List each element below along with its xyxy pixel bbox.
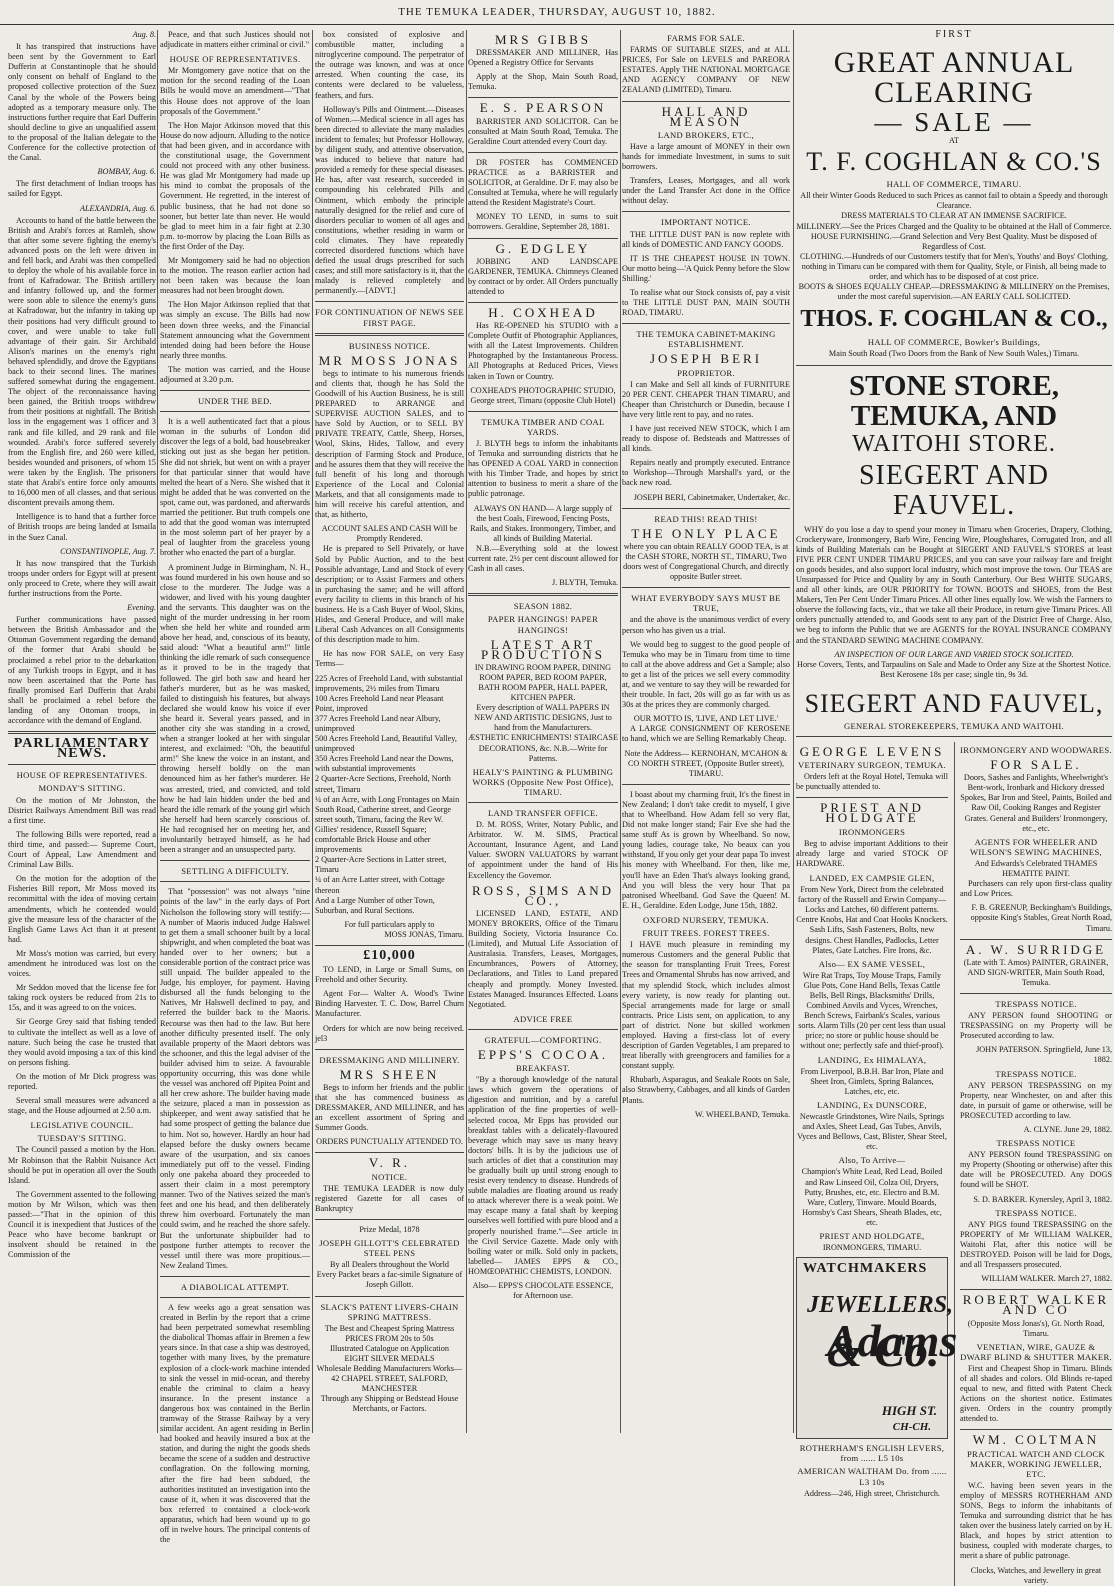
centered-text: Wire Rat Traps, Toy Mouse Traps, Family Glue Pots, Cone Hand Bells, Texas Cattle Bells, Bell Rings, Blacksmiths' Drills, Combined Anvils and Vyces, Wrenches, Bench Screws, Fairbank's Scales, various sorts. Alarm Tills (20 per cent less than usual price; no store or public house should be without one; perfectly safe and thief-proof). [798, 970, 946, 1051]
subheading: UNDER THE BED. [198, 396, 272, 407]
advertisement-heading: MRS GIBBS [495, 32, 591, 47]
divider [468, 302, 618, 303]
coghlan-address: Main South Road (Two Doors from the Bank of New South Wales,) Timaru. [828, 349, 1080, 359]
subheading: AMERICAN WALTHAM Do. from ...... L3 10s [797, 1466, 947, 1487]
horse-covers-line: Horse Covers, Tents, and Tarpaulins on Sale and Made to Order any Size at the Shortest Notice. [797, 659, 1111, 669]
paragraph: J. BLYTH begs to inform the inhabitants of Temuka and surrounding districts that he has OPENED A COAL YARD in connection with his Timber Trade, and hopes by strict attention to business to merit a share of the public patronage. [468, 439, 618, 499]
centered-text: ALWAYS ON HAND— A large supply of the best Coals, Firewood, Fencing Posts, Rails, and Stakes. Ironmongery, Timber, and all kinds of Building Material. [470, 503, 616, 543]
advertisement-heading: WM. COLTMAN [972, 1432, 1100, 1448]
coghlan-line: CLOTHING.—Hundreds of our Customers testify that for Men's, Youths' and Boys' Clothing, nothing in Timaru can be compared with them for Quality, Style, or Finish, all being made to order, and which has to be disposed of at cost price. [799, 251, 1109, 282]
centered-text: Through any Shipping or Bedstead House Merchants, or Factors. [320, 1394, 459, 1414]
coghlan-lines [796, 211, 1112, 302]
divider [960, 993, 1112, 994]
column-rule [466, 30, 467, 1433]
signature: S. D. BARKER. Kynersley, April 3, 1882. [973, 1194, 1112, 1204]
centered-text: where you can obtain REALLY GOOD TEA, is at the CASH STORE, NORTH ST., TIMARU, Two doors west of Congregational Church, and directly opposite Butler street. [623, 541, 789, 582]
paragraph: Has RE-OPENED his STUDIO with a Complete Outfit of Photographic Appliances, with all the Latest Improvements. Children Photographed by the Instantaneous Process. All Photographs at Reduced Prices, Views taken in Town or Country. [468, 321, 618, 381]
kerosene-line: Best Kerosene 18s per case; single tin, 9s 3d. [880, 669, 1028, 679]
centered-text: PRICES FROM 20s to 50s [345, 1333, 434, 1343]
centered-text: (Opposite Moss Jonas's), Gt. North Road, Timaru. [967, 1318, 1105, 1338]
divider [468, 238, 618, 239]
section-heading: PARLIAMENTARY NEWS. [13, 736, 151, 762]
divider [960, 939, 1112, 940]
paragraph: box consisted of explosive and combustible matter, including a nitroglycerine compound. The perpetrator of the outrage was known, and was at once arrested. When counting the case, its contents were declared to be valueless, feathers, and furs. [315, 30, 464, 100]
centered-text: Newcastle Grindstones, Wire Nails, Springs and Axles, Sheet Lead, Gas Tubes, Anvils, Vyces and Bellows, Cast, Blister, Shear Steel, etc. [797, 1112, 947, 1152]
centered-text: ORDERS PUNCTUALLY ATTENDED TO. [316, 1137, 463, 1147]
centered-text: From Liverpool, B.B.H. Bar Iron, Plate and Sheet Iron, Gimlets, Spring Balances, Latches, etc, etc. [800, 1066, 944, 1096]
divider [315, 301, 464, 302]
list-item: 225 Acres of Freehold Land, with substantial improvements, 2½ miles from Timaru [315, 673, 463, 693]
paragraph: Mr Montgomery gave notice that on the motion for the second reading of the Loan Bills he would move an amendment—"That this House does not approve of the loan proposals of the Government." [160, 66, 310, 116]
sale-text: All their Winter Goods Reduced to such Prices as cannot fail to obtain a Speedy and thorough Clearance. [800, 191, 1108, 211]
column-rule [793, 30, 794, 1433]
paragraph: Mr Seddon moved that the license fee for taking rock oysters be reduced from 21s to 15s, and it was agreed to on the voices. [8, 983, 156, 1013]
subheading: TEMUKA TIMBER AND COAL YARDS. [481, 416, 605, 437]
logo-text-name: Adams & Co. [827, 1315, 958, 1377]
divider [622, 211, 790, 212]
paragraph: It has transpired that instructions have been sent by the Government to Earl Dufferin at Constantinople that he should only consent on behalf of England to the proposed collective protection of the Suez Canal by the whole of the Powers being adopted as a temporary measure only. The instructions further require that Earl Dufferin should decline to give an unqualified assent to the proposal of the Italian delegate to the Conference for the collective protection of the Canal. [8, 42, 156, 163]
list-item: 2 Quarter-Acre Sections in Latter street, Timaru [315, 855, 447, 875]
divider [622, 323, 790, 324]
siegert-fauvel-heading: SIEGERT AND FAUVEL. [858, 459, 1050, 521]
paragraph: JOBBING AND LANDSCAPE GARDENER, TEMUKA. Chimneys Cleaned by contract or by order. All Orders punctually attended to [468, 256, 618, 296]
divider [622, 508, 790, 509]
advertisement-heading: MRS SHEEN [339, 1066, 440, 1082]
coghlan-line: HOUSE FURNISHING.—Grand Selection and Very Best Quality. Must be disposed of Regardless of Cost. [810, 231, 1098, 251]
divider [468, 1029, 618, 1030]
double-divider [315, 333, 464, 336]
paragraph: Several small measures were advanced a stage, and the House adjourned at 2.50 a.m. [8, 1096, 156, 1116]
signature: A. CLYNE. June 29, 1882. [1023, 1125, 1112, 1134]
advertisement-heading: H. COXHEAD [488, 304, 598, 320]
paragraph: The Hon Major Atkinson replied that that was simply an excuse. The Bills had now been down three weeks, and the Financial Statement announcing what the Government intended doing had been before the House nearly three months. [160, 300, 310, 360]
paragraph: ANY PERSON found TRESPASSING on my Property (Shooting or otherwise) after this date will be PROSECUTED. Any DOGS found will be SHOT. [960, 1150, 1112, 1190]
advertisement-heading: HALL AND MEASON [661, 103, 751, 129]
paragraph: THE TEMUKA LEADER is now duly registered Gazette for all cases of Bankruptcy [315, 1183, 464, 1213]
section-heading: £10,000 [363, 947, 416, 963]
divider [468, 802, 618, 803]
paragraph: D. M. ROSS, Writer, Notary Public, and Arbitrator. W. M. SIMS, Practical Accountant, Insurance Agent, and Land Valuer. SWORN VALUATORS by warrant of appointment under the hand of His Excellency the Governor. [468, 820, 618, 880]
divider [315, 1219, 464, 1220]
subheading: IRONMONGERS [838, 826, 906, 837]
subheading: JOSEPH GILLOTT'S CELEBRATED STEEL PENS [319, 1238, 460, 1259]
paragraph: begs to intimate to his numerous friends and clients that, though he has Sold the Goodwill of his Auction Business, he is still PREPARED to ARRANGE and SUPERVISE AUCTION SALES, and to have Sold by Auction, or to SELL BY PRIVATE TREATY, Cattle, Sheep, Horses, Wool, Skins, Hides, Tallow, and every description of Farming Stock and Produce, and he assures them that they will receive the full benefit of his long and thorough Experience of the Local and Colonial Markets, and that all consignments made to him will receive his careful attention, and that, as hitherto, [315, 368, 464, 520]
advertisement-heading: G. EDGLEY [495, 240, 591, 256]
divider [796, 365, 1112, 366]
subheading: HOUSE OF REPRESENTATIVES. [16, 770, 148, 781]
paragraph: Accounts to hand of the battle between the British and Arabi's forces at Ramleh, show that after some severe fighting the enemy's advanced posts on the left were driven in and fell back, and Arabi was then compelled to deploy the whole of his available force in front of Kafradowar. The British artillery and infantry followed up, and the former were soon able to silence the enemy's guns at Kafradowar, but the infantry in taking up their positions had very difficult ground to cover, and were unable to take full advantage of their gain. Sir Archibald Alison's marines on the enemy's right behaved splendidly, and drove the Egyptians back to their second lines. The marines suffered somewhat during the engagement. The object of the reconnaissance having been gained, the British troops withdrew from their positions at nightfall. The British loss in the engagement was 1 officer and 3 rank and file killed, and 29 rank and file wounded. Arabi's force suffered severely from the English fire, and 260 were killed, besides wounded and prisoners, of whom 15 were taken by the English. The prisoners state that Arabi's entire force only amounts to 16,000 men of all classes, and that serious discontent prevails among them. [8, 215, 156, 508]
list-item: ¼ of an Acre, with Long Frontages on Main South Road, Catherine street, and George street south, Timaru, facing the Rev W. Gillies' residence, Russell Square; comfortable Brick House and other improvements [315, 794, 460, 855]
signature: F. B. GREENUP, Beckingham's Buildings, opposite King's Stables, Great North Road, Timaru. [970, 903, 1112, 933]
sale-heading: — SALE — [874, 107, 1034, 138]
logo-text-watchmakers: WATCHMAKERS [803, 1261, 928, 1277]
divider [622, 587, 790, 588]
centered-text: Address—246, High street, Christchurch. [804, 1488, 940, 1498]
subheading: NOTICE. [371, 1171, 408, 1182]
coghlan-heading: T. F. COGHLAN & CO.'S [806, 147, 1102, 177]
paragraph: He has now FOR SALE, on very Easy Terms— [315, 649, 464, 669]
subheading: LAND BROKERS, ETC., [657, 129, 755, 140]
divider [160, 390, 310, 391]
hall-of-commerce: HALL OF COMMERCE, TIMARU. [886, 179, 1022, 190]
centered-text: For full particulars apply to [344, 919, 435, 929]
subheading: BREAKFAST. [515, 1063, 570, 1074]
paragraph: Beg to advise important Additions to their already large and varied STOCK OF HARDWARE. [796, 838, 948, 868]
jewellers-logo [796, 1257, 958, 1439]
paragraph: A LARGE CONSIGNMENT OF KEROSENE to hand, which we are Selling Remarkably Cheap. [622, 724, 790, 744]
centered-text: IN DRAWING ROOM PAPER, DINING ROOM PAPER, BED ROOM PAPER, BATH ROOM PAPER, HALL PAPER, KITCHEN PAPER. [474, 662, 612, 703]
centered-text: OUR MOTTO IS, 'LIVE, AND LET LIVE.' [633, 714, 779, 724]
advertisement-heading: A. W. SURRIDGE [965, 941, 1107, 957]
subheading: LANDING, Ex DUNSCORE, [817, 1099, 927, 1110]
paragraph: LICENSED LAND, ESTATE, AND MONEY BROKERS, Office of the Timaru Building Society, Victoria Insurance Co. (Limited), and Mutual Life Association of Australasia. Transfers, Leases, Mortgages, Encumbrances, Powers of Attorney, Declarations, and Titles to Land prepared cheaply and promptly. Money Invested. Estates Managed. Insurances Effected. Loans Negotiated. [468, 908, 618, 1009]
paragraph: Rhubarb, Asparagus, and Seakale Roots on Sale, also Strawberry, Cabbages, and all kinds of Garden Plants. [622, 1075, 790, 1105]
column-2 [160, 30, 310, 1545]
column-5 [622, 30, 790, 1433]
paragraph: The Council passed a motion by the Hon. Mr Robinson that the Rabbit Nuisance Act should be put in operation all over the South Island. [8, 1145, 156, 1185]
divider [160, 1297, 310, 1298]
paragraph: Intelligence is to hand that a further force of British troops are being landed at Ismaila in the Suez Canal. [8, 512, 156, 542]
paragraph: FARMS OF SUITABLE SIZES, and at ALL PRICES, For Sale on LEVELS and PAREORA ESTATES. Apply THE NATIONAL MORTGAGE AND AGENCY COMPANY OF NEW ZEALAND (LIMITED), Timaru. [622, 45, 790, 95]
paragraph: I can Make and Sell all kinds of FURNITURE 20 PER CENT. CHEAPER THAN TIMARU, and Cheaper than Christchurch or Dunedin, because I have very little rent to pay, and no rates. [622, 379, 790, 419]
advertisement-heading: MR MOSS JONAS [318, 352, 461, 368]
paragraph: Purchasers can rely upon first-class quality and Low Prices. [960, 879, 1112, 899]
coghlan-line: DRESS MATERIALS TO CLEAR AT AN IMMENSE SACRIFICE. [841, 211, 1067, 221]
subheading: FARMS FOR SALE. [667, 33, 745, 43]
column-6-advertisements [796, 29, 1112, 1585]
paragraph: The following Bills were reported, read a third time, and passed:— Supreme Court, Court of Appeal, Law Amendment and Criminal Law Bills. [8, 829, 156, 870]
subheading: A DIABOLICAL ATTEMPT. [180, 1281, 290, 1292]
waitohi-store-heading: WAITOHI STORE. [852, 430, 1056, 457]
paragraph: It is a well authenticated fact that a pious woman in the suburbs of London did discover the legs of a bold, bad housebreaker sticking out just as she began her petition. She did not shriek, but went on with a prayer for that particular sinner that would have melted the heart of a Nero. She wished that it might be added that he was converted on the spot, came out, was pardoned, and afterwards married the petitioner. But truth compels one to add that the good woman was interrupted in the most solemn part of her prayer by a peal of laughter from the graceless young brother who enacted the part of a burglar. [160, 417, 310, 558]
paragraph: He is prepared to Sell Privately, or have Sold by Public Auction, and to the best Possible advantage, Land and Stock of every description; or to Assist Farmers and others in purchasing the same; and he will afford every facility to clients in this branch of his business. He is a Cash Buyer of Wool, Skins, Hides, and General Produce, and will make Liberal Cash Advances on all Consignments of this description made to him. [315, 544, 464, 645]
ad-subcolumns [796, 742, 1112, 1586]
subheading: LEGISLATIVE COUNCIL. [30, 1120, 134, 1131]
centered-text: (Late with T. Amos) PAINTER, GRAINER, AND SIGN-WRITER, Main South Road, Temuka. [963, 957, 1109, 987]
paragraph: Peace, and that such Justices should not adjudicate in matters either criminal or civil." [160, 30, 310, 50]
subheading: SEASON 1882. [513, 601, 573, 612]
subheading: TUESDAY'S SITTING. [37, 1133, 127, 1144]
paragraph: Agent For— Walter A. Wood's Twine Binding Harvester. T. C. Dow, Barrel Churn Manufacturer. [315, 989, 464, 1019]
centered-text: COXHEAD'S PHOTOGRAPHIC STUDIO, George street, Timaru (opposite Club Hotel) [470, 385, 616, 405]
paragraph: The Government assented to the following motion by Mr Wilson, which was then passed:—"That in the opinion of this Council it is inexpedient that Justices of the Peace who have become bankrupt or insolvent should be retained in the Commission of the [8, 1189, 156, 1260]
dateline: Aug. 8. [132, 30, 156, 39]
centered-text: Clocks, Watches, and Jewellery in great variety. [970, 1565, 1102, 1585]
centered-text: Doors, Sashes and Fanlights, Wheelwright's Bent-work, Ironbark and Hickory dressed Spokes, Bar Iron and Steel, Paints, Boiled and Raw Oil, Cooking Ranges and Register Grates. General and Builders' Ironmongery, etc., etc. [960, 773, 1112, 833]
subheading: LAND TRANSFER OFFICE. [488, 808, 598, 818]
paragraph: N.B.—Everything sold at the lowest current rate. 2½ per cent discount allowed for Cash in all cases. [468, 543, 618, 574]
paragraph: That "possession" was not always "nine points of the law" in the early days of Port Nicholson the following story will testify:—A number of Maoris induced Judge Halswel to get them a small schooner built by a local shipwright, and when completed the boat was handed over to her owners; but a considerable portion of the contract price was still unpaid. The builder appealed to the Judge, his employer, for payment. Having disbursed all the funds belonging to the Natives, Mr Halswell declined to pay, and referred the builder back to the Maoris. Recourse was then had to the law. But here another difficulty presented itself. The only available property of the Maori debtors was the schooner, and this the legal adviser of the builder advised him to seize. A favourable opportunity occurring, this was done while the vessel was anchored off Pipitea Point and all her crew ashore. The builder having made the seizure, placed a man in possession as shipkeeper, and went away satisfied that he had some prospect of getting the balance due to him. Not so, however. Hardly an hour had elapsed before the dusky owners became aware of the usurpation, and six canoes immediately put off to the vessel. Finding only one pakeha aboard they proceeded to assert their claim in a most peremptory manner. Two of the Natives seized the man's feet and one his head, and then deliberately threw him overboard. Fortunately the man could swim, and he reached the shore safely. But the unfortunate shipbuilder had to postpone further attempts to recover the vessel until there was more propitious.—New Zealand Times. [160, 887, 310, 1270]
divider [160, 411, 310, 412]
subheading: SLACK'S PATENT LIVERS-CHAIN SPRING MATTRESS. [320, 1301, 459, 1322]
list-item: 2 Quarter-Acre Sections, Freehold, North street, Timaru [315, 774, 451, 794]
thos-coghlan-heading: THOS. F. COGHLAN & CO., [800, 306, 1108, 333]
subheading: PRIEST AND HOLDGATE, [819, 1231, 925, 1242]
dateline: CONSTANTINOPLE, Aug. 7. [60, 546, 156, 556]
paragraph: A prominent Judge in Birmingham, N. H., was found murdered in his own house and so close to the murderer. The Judge was a widower, and lived with his young daughter and the servants. This daughter was on the night of the murder undressing in her room when she held her white and rounded arm above her head, and, conscious of its beauty, said aloud: "What a beautiful arm!" little thinking the idle remark of such consequence as it proved to be in the tragedy that followed. The girl both saw and heard her father's murderer, but as he was masked, failed to distinguish his features, but always declared she would know his voice if ever she heard it. Several years passed, and in another city she was standing in a crowd, when a stranger looked at her with singular interest, and exclaimed: "Oh, the beautiful arm!" She knew the voice in an instant, and throwing herself boldly on the man denounced him as her father's murderer. He was arrested, tried, and convicted, and told how he had lain hidden under the bed and heard the idle remark of the young girl which she herself had been scarcely conscious of. He had recognised her on meeting her, and involuntarily betrayed himself, as he had been a stranger and an unsuspected party. [160, 562, 310, 855]
centered-text: Wholesale Bedding Manufacturers Works— 42 CHAPEL STREET, SALFORD, MANCHESTER [316, 1364, 463, 1394]
subheading: MONDAY'S SITTING. [38, 783, 126, 794]
paragraph: DRESSMAKER AND MILLINER, Has Opened a Registry Office for Servants [468, 48, 618, 68]
paragraph: Repairs neatly and promptly executed. Entrance to Workshop—Through Marshall's yard, or the back new road. [622, 458, 790, 488]
paragraph: THE LITTLE DUST PAN is now replete with all kinds of DOMESTIC AND FANCY GOODS. [622, 229, 790, 249]
centered-text: IRONMONGERS, TIMARU. [822, 1243, 922, 1253]
centered-text: ÆSTHETIC ENRICHMENTS! STAIRCASE DECORATIONS, &c. N.B.—Write for Patterns. [468, 733, 618, 763]
signature: WILLIAM WALKER. March 27, 1882. [981, 1274, 1112, 1284]
subheading: OXFORD NURSERY, TEMUKA. [643, 914, 769, 925]
centered-text: From New York, Direct from the celebrated factory of the Russell and Erwin Company— Locks and Latches, 60 different patterns. Centre Knobs, Hat and Coat Hooks Knockers. Sash Lifts, Sash Fasteners, Bolts, new designs. Chest Handles, Padlocks, Letter Plates, Gate Latches. Fire Irons, &c. [796, 885, 948, 955]
divider [315, 945, 464, 946]
paragraph: and the above is the unanimous verdict of every person who has given us a trial. [622, 615, 790, 635]
centered-text: Every description of WALL PAPERS IN NEW AND ARTISTIC DESIGNS, Just to hand from the Manufacturers. [474, 703, 612, 733]
centered-text: Prize Medal, 1878 [359, 1224, 420, 1234]
divider [8, 764, 156, 765]
paragraph: MONEY TO LEND, in sums to suit borrowers. Geraldine, September 28, 1881. [468, 212, 618, 232]
divider [622, 784, 790, 785]
column-rule [620, 30, 621, 1433]
at-label: AT [948, 136, 959, 146]
subheading: LANDING, Ex HIMALAYA, [817, 1054, 927, 1065]
subheading: FOR CONTINUATION OF NEWS SEE FIRST PAGE. [315, 307, 464, 328]
divider [796, 797, 948, 798]
subheading: AGENTS FOR WHEELER AND WILSON'S SEWING MACHINES, [970, 836, 1102, 857]
paragraph: Begs to inform her friends and the public that she has commenced business as DRESSMAKER, AND MILLINER, and has an excellent assortment of Spring and Summer Goods. [315, 1082, 464, 1133]
subheading: TRESPASS NOTICE. [995, 1207, 1077, 1218]
centered-text: Note the Address— KERNOHAN, M'CAHON & CO NORTH STREET, (Opposite Butler street), TIMARU. [624, 748, 788, 778]
advertisement-heading: ROBERT WALKER AND CO [962, 1292, 1110, 1318]
paragraph: We would beg to suggest to the good people of Temuka who may be in Timaru from time to time to call at the above address and Get a Sample; also to get a list of the prices we sell every commodity at, and we venture to say they will be rewarded for their trouble. In fact, 20s will go as far with us as 30s at the prices they are commonly charged. [622, 639, 790, 710]
paragraph: Have a large amount of MONEY in their own hands for immediate Investment, in sums to suit borrowers. [622, 141, 790, 172]
paragraph: I HAVE much pleasure in reminding my numerous Customers and the general Public that the season for transplanting Fruit Trees, Forest Trees and Ornamental Shrubs has now arrived, and that my splendid Stock, which includes almost every variety, is now ready for planting out. Special arrangements made for large or small contracts. Price Lists sent, on application, to any part of district. None but skilled workmen employed. Having a first-class lot of every description of Garden Vegetables, I am prepared to treat liberally with greengrocers and families for a constant supply. [622, 940, 790, 1071]
paragraph: On the motion of Mr Dick progress was reported. [8, 1071, 156, 1091]
divider [468, 411, 618, 412]
paragraph: BARRISTER AND SOLICITOR. Can be consulted at Main South Road, Temuka. The Geraldine Court attended every Court day. [468, 116, 618, 146]
paragraph: W.C. having been seven years in the employ of MESSRS ROTHERHAM AND SONS, Begs to inform the inhabitants of Temuka and surrounding district that he has taken over the business lately carried on by H. Black, and hopes by strict attention to business, coupled with moderate charges, to merit a share of public patronage. [960, 1480, 1112, 1561]
paragraph: Apply at the Shop, Main South Road, Temuka. [468, 72, 618, 92]
advertisement-heading: GEORGE LEVENS [799, 744, 945, 759]
ad-subcolumn-left [796, 742, 958, 1586]
signature: JOSEPH BERI, Cabinetmaker, Undertaker, &c. [633, 492, 790, 502]
paragraph: First and Cheapest Shop in Timaru. Blinds of all shades and colors. Old Blinds re-taped equal to new, and fitted with Patent Check Actions on the shortest notice. Estimates given. Orders in the country promptly attended to. [960, 1363, 1112, 1424]
divider [160, 881, 310, 882]
subheading: HEALY'S PAINTING & PLUMBING WORKS (Opposite New Post Office), TIMARU. [472, 766, 614, 797]
paragraph: ANY PERSON TRESPASSING on my Property, near Winchester, on and after this date, in pursuit of game or otherwise, will be PROSECUTED according to law. [960, 1080, 1112, 1120]
subheading: PRACTICAL WATCH AND CLOCK MAKER, WORKING JEWELLER, ETC. [966, 1448, 1106, 1479]
divider [468, 152, 618, 153]
divider [960, 1289, 1112, 1290]
subheading: BUSINESS NOTICE. [348, 340, 431, 351]
subheading: ROTHERHAM'S ENGLISH LEVERS, from ...... L5 10s [799, 1443, 945, 1464]
list-item: 100 Acres Freehold Land near Pleasant Point, improved [315, 693, 444, 713]
general-storekeepers: GENERAL STOREKEEPERS, TEMUKA AND WAITOHI. [844, 720, 1064, 731]
paragraph: On the motion for the adoption of the Fisheries Bill report, Mr Moss moved its recommittal with the idea of moving certain amendments, which he contended would give the measure less of the character of the English Game Laws Act than it at present had. [8, 874, 156, 944]
signature: W. WHEELBAND, Temuka. [694, 1109, 790, 1119]
subheading: WHAT EVERYBODY SAYS MUST BE TRUE, [631, 593, 781, 614]
dateline: BOMBAY, Aug. 6. [97, 167, 156, 177]
list-item: And a Large Number of other Town, Suburban, and Rural Sections. [315, 895, 435, 915]
dateline: Evening. [127, 603, 156, 613]
advertisement-heading: E. S. PEARSON [479, 100, 607, 116]
paragraph: Orders left at the Royal Hotel, Temuka will be punctually attended to. [796, 772, 948, 792]
centered-text: By all Dealers throughout the World [329, 1260, 450, 1270]
paragraph: I have just received NEW STOCK, which I am ready to dispose of. Bedsteads and Mattresses of all kinds. [622, 424, 790, 454]
paragraph: ANY PERSON found SHOOTING or TRESPASSING on my Property will be Prosecuted according to law. [960, 1011, 1112, 1041]
subheading: LANDED, EX CAMPSIE GLEN, [809, 872, 935, 883]
paragraph: It has now transpired that the Turkish troops under orders for Egypt will at present only proceed to Crete, where they will await further instructions from the Porte. [8, 558, 156, 598]
list-item: ¼ of an Acre Latter street, with Cottage thereon [315, 875, 445, 895]
list-item: 350 Acres Freehold Land near the Downs, with substantial improvements [315, 754, 454, 774]
advertisement-heading: THE ONLY PLACE [631, 525, 781, 541]
subheading: IMPORTANT NOTICE. [661, 217, 751, 228]
logo-text-ch: CH-CH. [892, 1421, 931, 1434]
paragraph: Transfers, Leases, Mortgages, and all work under the Land Transfer Act done in the Office without delay. [622, 176, 790, 206]
paragraph: Orders for which are now being received. jel3 [315, 1023, 464, 1043]
paragraph: Sir George Grey said that fishing tended to cultivate the intellect as well as a love of nature. Such being the case he trusted that they would avoid imposing a tax of this kind on persons fishing. [8, 1017, 156, 1067]
column-rule [157, 30, 158, 1433]
inspection-line: AN INSPECTION OF OUR LARGE AND VARIED STOCK SOLICITED. [834, 649, 1074, 659]
subheading: HOUSE OF REPRESENTATIVES. [169, 54, 301, 65]
hall-of-commerce-2: HALL OF COMMERCE, Bowker's Buildings, [867, 337, 1041, 348]
divider [315, 1152, 464, 1153]
paragraph: The first detachment of Indian troops has sailed for Egypt. [8, 179, 156, 199]
signature: JOHN PATERSON. Springfield, June 13, 1882. [976, 1045, 1112, 1065]
subheading: DRESSMAKING AND MILLINERY. [319, 1054, 460, 1065]
subheading: TRESPASS NOTICE [996, 1138, 1076, 1149]
paragraph: Further communications have passed between the British Ambassador and the Ottoman Government regarding the demand of the former that Arabi should be proclaimed a rebel prior to the debarkation of any Turkish troops in Egypt, and it has now been ascertained that the Porte has finally promised Earl Dufferin that Arabi shall be proclaimed a rebel before the landing of any Ottoman troops, in accordance with the demand of England. [8, 615, 156, 726]
subheading: FRUIT TREES. FOREST TREES. [642, 928, 770, 939]
column-3 [315, 30, 464, 1433]
centered-text: Also— EPPS'S CHOCOLATE ESSENCE, for Afternoon use. [472, 1281, 614, 1301]
dateline: ALEXANDRIA, Aug. 6. [79, 203, 156, 213]
double-divider [468, 593, 618, 596]
subheading: SETTLING A DIFFICULTY. [181, 866, 289, 877]
advertisement-heading: LATEST ART PRODUCTIONS [480, 636, 605, 662]
paragraph: DR FOSTER has COMMENCED PRACTICE as a BARRISTER and SOLICITOR, at Geraldine. Dr F. may also be Consulted at Temuka, where he will regularly attend the Resident Magistrate's Court. [468, 157, 618, 208]
great-annual-clearing-heading: GREAT ANNUAL CLEARING [833, 46, 1075, 110]
paragraph: The Hon Major Atkinson moved that this House do now adjourn. Alluding to the notice that had been given, and in accordance with the constitutional usage, the Government could not proceed with any other business. He was glad Mr Montgomery had made up his mind to combat the proposals of the Government. He regretted, in the interest of public business, that he had not done so sooner, but better late than never. He would be glad to meet him in a fair fight at 2.30 p.m. to-morrow by placing the Loan Bills as the first Order of the Day. [160, 120, 310, 251]
advertisement-heading: V. R. [368, 1155, 411, 1171]
subheading: PAPER HANGINGS! PAPER HANGINGS! [487, 614, 599, 635]
signature: J. BLYTH, Temuka. [552, 578, 618, 588]
coghlan-line: BOOTS & SHOES EQUALLY CHEAP.—DRESSMAKING & MILLINERY on the Premises, under the most careful supervision.—AN EARLY CALL SOLICITED. [798, 282, 1110, 302]
coghlan-line: MILLINERY.—See the Prices Charged and the Quality to be obtained at the Hall of Commerce. [796, 221, 1112, 231]
column-4 [468, 30, 618, 1433]
ad-subcolumn-right [954, 742, 1112, 1586]
property-list [315, 674, 464, 916]
paragraph: The motion was carried, and the House adjourned at 3.20 p.m. [160, 364, 310, 384]
subheading: VENETIAN, WIRE, GAUZE & DWARF BLIND & SHUTTER MAKER. [960, 1341, 1112, 1362]
centered-text: And Edwards's Celebrated THAMES HEMATITE PAINT. [974, 858, 1098, 879]
list-item: 377 Acres Freehold Land near Albury, unimproved [315, 713, 441, 733]
stone-store-heading: STONE STORE, TEMUKA, AND [848, 369, 1060, 432]
subheading: TRESPASS NOTICE. [995, 1068, 1077, 1079]
paragraph: IT IS THE CHEAPEST HOUSE IN TOWN. Our motto being—'A Quick Penny before the Slow Shilling.' [622, 253, 790, 283]
centered-text: Champion's White Lead, Red Lead, Boiled and Raw Linseed Oil, Colza Oil, Dryers, Putty, Brushes, etc, etc. Electro and B.M. Ware, Cutlery, Tinware. Mould Boards, Hornsby's Cast Shears, Sheath Blades, etc, etc. [801, 1167, 943, 1227]
masthead: THE TEMUKA LEADER, THURSDAY, AUGUST 10, 1882. [0, 0, 1114, 25]
advertisement-heading: FOR SALE. [990, 757, 1082, 773]
paragraph: Holloway's Pills and Ointment.—Diseases of Women.—Medical science in all ages has been directed to alleviate the many maladies incident to females; but Professor Holloway, by diligent study, and attentive observation, was induced to believe that nature had provided a remedy for these special diseases. He has, after vast research, succeeded in compounding his celebrated Pills and Ointment, which embody the principle naturally designed for the relief and cure of disorders peculiar to women of all ages and constitutions, whether residing in warm or cold climates. They have repeatedly corrected disordered functions which have defied the usual drugs prescribed for such cases; and still more satisfactory is it, that the malady is relieved completely and permanently.—[ADVT.] [315, 104, 464, 296]
logo-text-high: HIGH ST. [881, 1403, 937, 1419]
advertisement-heading: PRIEST AND HOLDGATE [820, 800, 924, 826]
subheading: IRONMONGERY AND WOODWARES. [960, 745, 1112, 755]
paragraph: A few weeks ago a great sensation was created in Berlin by the report that a crime had been perpetrated somewhat resembling the diabolical Thomas affair in Bremen a few years since. In that case a ship was destroyed, together with many lives, by the premature explosion of a clock-work machine intended to sink the vessel in mid-ocean, and thereby enable the criminal to claim a heavy insurance. In the present instance a dangerous box was contained in the Berlin tramway of the Strasse Railway by a very similar accident. An agent residing in Berlin had booked and heavily insured a box at the station, and during the night the goods sheds became the scene of a sudden and destructive conflagration. On the following morning, after the fire had been subdued, the authorities instituted an investigation into the cause of it, when it was discovered that the box referred to contained a clock-work apparatus, which had been wound up to go off in twelve hours. The principal contents of the [160, 1302, 310, 1545]
centered-text: Illustrated Catalogue on Application [330, 1343, 449, 1353]
subheading: VETERINARY SURGEON, TEMUKA. [798, 760, 946, 771]
advertisement-heading: EPPS'S COCOA. [477, 1046, 609, 1062]
divider [468, 97, 618, 98]
subheading: PROPRIETOR. [677, 367, 735, 378]
centered-text: ACCOUNT SALES AND CASH Will be Promptly Rendered. [321, 524, 458, 544]
logo-text-jewellers: JEWELLERS, [807, 1292, 954, 1319]
divider [160, 860, 310, 861]
subheading: TRESPASS NOTICE. [995, 998, 1077, 1009]
advertisement-heading: JOSEPH BERI [649, 351, 763, 367]
paragraph: On the motion of Mr Johnston, the District Railways Amendment Bill was read a first time. [8, 795, 156, 825]
first-label: FIRST [935, 29, 973, 40]
centered-text: EIGHT SILVER MEDALS [344, 1353, 435, 1363]
paragraph: I boast about my charming fruit, It's the finest in New Zealand; I don't take credit to myself, I give that to Wheelband. How Adam fell so very flat, Did not make longer stand; Fair Eve she had the same stuff As is grown by Wheelband. So now, young ladies, courage take, No beaux can you withstand, If you only get your dear papa To invest his money with Wheelband. For then, like me, you'll have an Eden That's always looking grand, And you will bless the very hour That pa patronised Wheelband. God Save the Queen! M. E. H., Geraldine. Eden Lodge, June 15th, 1882. [622, 789, 790, 910]
divider [315, 1049, 464, 1050]
divider [796, 736, 1112, 737]
column-1 [8, 30, 156, 1433]
paragraph: ANY PIGS found TRESPASSING on the PROPERTY of Mr WILLIAM WALKER, Waitohi Flat, after this notice will be DESTROYED. Poison will be laid for Dogs, and all Trespassers prosecuted. [960, 1219, 1112, 1270]
paragraph: Mr Moss's motion was carried, but every amendment he introduced was lost on the voices. [8, 948, 156, 979]
divider [622, 101, 790, 102]
subheading: GRATEFUL—COMFORTING. [484, 1034, 602, 1045]
column-rule [312, 30, 313, 1433]
signature: MOSS JONAS, Timaru. [384, 929, 464, 939]
paragraph: TO LEND, in Large or Small Sums, on Freehold and other Security. [315, 965, 464, 985]
subheading: READ THIS! READ THIS! [654, 513, 758, 524]
subheading: Also, To Arrive— [838, 1155, 906, 1166]
divider [960, 1429, 1112, 1430]
siegert-text: WHY do you lose a day to spend your money in Timaru when Groceries, Drapery, Clothing, Crockeryware, Ironmongery, Barb Wire, Fencing Wire, Ploughshares, Corrugated Iron, and all kinds of Building Materials can be Bought at SIEGERT AND FAUVEL'S STORES at least FIVE PER CENT UNDER TIMARU PRICES, and you can save your railway fare and freight on goods besides, and also support local industry, which most improve the town. Our TEAS are Unsurpassed for Price and Quality by any in South Canterbury. Our Best WHITE SUGARS, and all other kinds, are OUR PRIORITY for TOWN. BOOTS and SHOES, from the Best Makers, Ten Per Cent Under Timaru Prices. All other lines equally low. We wish the Farmers to observe the following facts, viz., that we take all their Produce, in return give Timaru Prices. All orders punctually attended to, and Goods sent to any part of the District Free of Charge. Also, we beg to inform the Public that we are AGENTS for the ROYAL INSURANCE COMPANY and the STANDARD SEWING MACHINE COMPANY. [796, 524, 1112, 645]
centered-text: The Best and Cheapest Spring Mattress [324, 1323, 455, 1333]
paragraph: To realise what our Stock consists of, pay a visit to THE LITTLE DUST PAN, MAIN SOUTH ROAD, TIMARU. [622, 287, 790, 318]
advertisement-heading: ROSS, SIMS AND CO., [471, 882, 615, 908]
paragraph: "By a thorough knowledge of the natural laws which govern the operations of digestion and nutrition, and by a careful application of the fine properties of well-selected cocoa, Mr Epps has provided our breakfast tables with a delicately-flavoured beverage which may save us many heavy doctors' bills. It is by the judicious use of such articles of diet that a constitution may be gradually built up until strong enough to resist every tendency to disease. Hundreds of subtle maladies are floating around us ready to attack wherever there is a weak point. We may escape many a fatal shaft by keeping ourselves well fortified with pure blood and a properly nourished frame."—See article in the Civil Service Gazette. Made only with boiling water or milk. Sold only in packets, labelled— JAMES EPPS & CO., HOMŒOPATHIC CHEMISTS, LONDON. [468, 1075, 618, 1276]
double-divider [8, 731, 156, 734]
subheading: ADVICE FREE [513, 1013, 573, 1024]
centered-text: Every Packet bears a fac-simile Signature of Joseph Gillott. [316, 1270, 463, 1290]
divider [160, 1276, 310, 1277]
subheading: Also— EX SAME VESSEL, [818, 958, 926, 969]
list-item: 500 Acres Freehold Land, Beautiful Valley, unimproved [315, 734, 457, 754]
paragraph: Mr Montgomery said he had no objection to the motion. The reason earlier action had not been taken was because the loan measures had not been brought down. [160, 255, 310, 296]
divider [315, 1296, 464, 1297]
subheading: THE TEMUKA CABINET-MAKING ESTABLISHMENT. [636, 329, 776, 350]
siegert-fauvel-heading-2: SIEGERT AND FAUVEL, [804, 688, 1104, 718]
